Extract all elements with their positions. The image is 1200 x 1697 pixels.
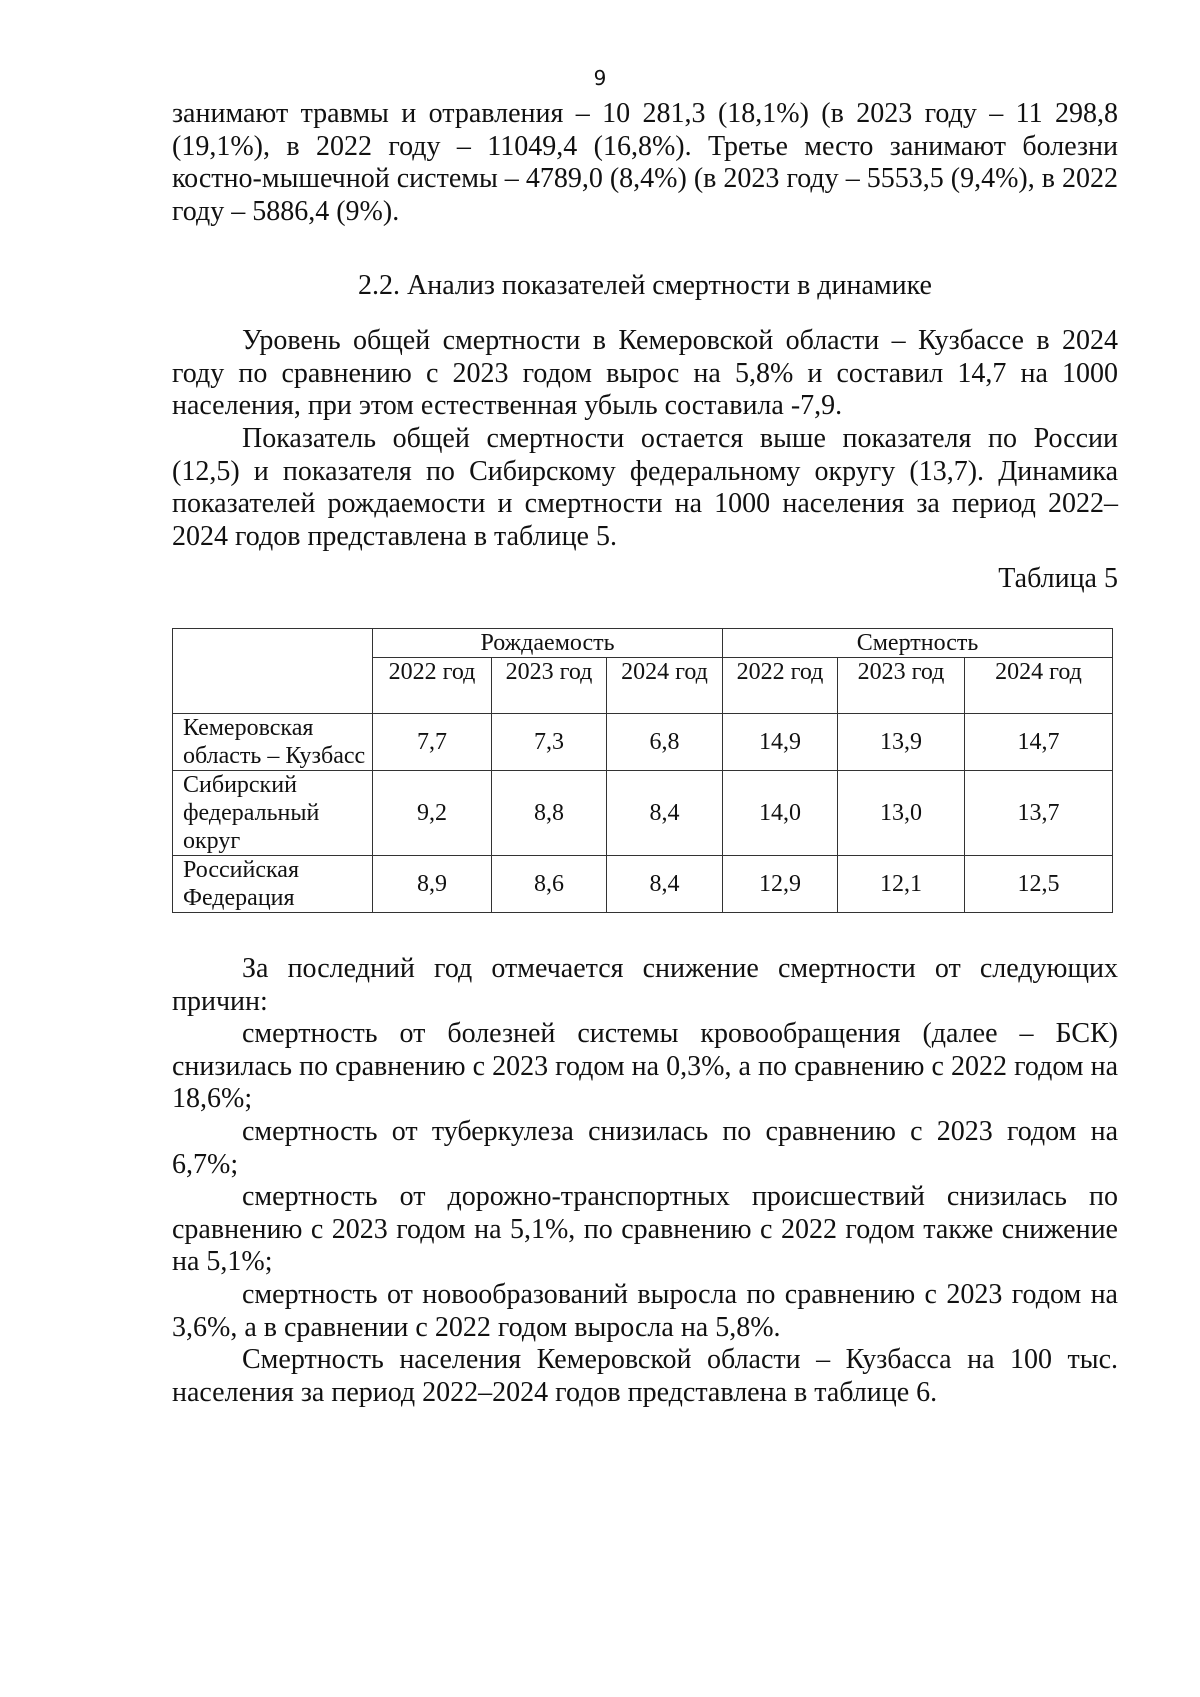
- table-cell: 6,8: [607, 714, 723, 771]
- table-cell: 8,9: [373, 856, 492, 913]
- table-group-header-row: [173, 629, 1113, 658]
- year-header: 2023 год: [492, 658, 607, 714]
- paragraph-bsk-mortality: смертность от болезней системы кровообращения (далее – БСК) снизилась по сравнению с 2023 годом на 0,3%, а по сравнению с 2022 годом на 18,6%;: [172, 1018, 1118, 1114]
- page-number: 9: [593, 66, 607, 90]
- table-cell: 14,9: [723, 714, 838, 771]
- table-row: [173, 771, 1113, 856]
- group-header-birth-rate: Рождаемость: [373, 629, 723, 658]
- table-cell: 13,0: [838, 771, 965, 856]
- section-heading: 2.2. Анализ показателей смертности в динамике: [358, 270, 932, 301]
- year-header: 2024 год: [965, 658, 1113, 714]
- table-cell: 13,9: [838, 714, 965, 771]
- table-cell: 8,8: [492, 771, 607, 856]
- year-header: 2022 год: [373, 658, 492, 714]
- table-cell: 14,0: [723, 771, 838, 856]
- year-header: 2024 год: [607, 658, 723, 714]
- table-cell: 13,7: [965, 771, 1113, 856]
- paragraph-table6-reference: Смертность населения Кемеровской области – Кузбасса на 100 тыс. населения за период 2022–2024 годов представлена в таблице 6.: [172, 1344, 1118, 1408]
- group-header-mortality: Смертность: [723, 629, 1113, 658]
- table-cell: 9,2: [373, 771, 492, 856]
- table-row: [173, 856, 1113, 913]
- table-cell: 12,9: [723, 856, 838, 913]
- table-corner-cell: [173, 629, 373, 714]
- table-cell: 12,1: [838, 856, 965, 913]
- paragraph-neoplasm-mortality: смертность от новообразований выросла по сравнению с 2023 годом на 3,6%, а в сравнении с 2022 годом выросла на 5,8%.: [172, 1279, 1118, 1343]
- year-header: 2022 год: [723, 658, 838, 714]
- table-cell: 8,6: [492, 856, 607, 913]
- table-cell: 8,4: [607, 856, 723, 913]
- table-cell: 7,3: [492, 714, 607, 771]
- birth-death-rate-table: [172, 628, 1113, 913]
- region-name: Кемеровская область – Кузбасс: [173, 714, 373, 771]
- intro-paragraph: занимают травмы и отравления – 10 281,3 (18,1%) (в 2023 году – 11 298,8 (19,1%), в 2022 году – 11049,4 (16,8%). Третье место занимают болезни костно-мышечной системы – 4789,0 (8,4%) (в 2023 году – 5553,5 (9,4%), в 2022 году – 5886,4 (9%).: [172, 98, 1118, 227]
- table-cell: 7,7: [373, 714, 492, 771]
- table-caption: Таблица 5: [998, 563, 1118, 594]
- table-cell: 14,7: [965, 714, 1113, 771]
- table-cell: 8,4: [607, 771, 723, 856]
- table-row: [173, 714, 1113, 771]
- year-header: 2023 год: [838, 658, 965, 714]
- table-cell: 12,5: [965, 856, 1113, 913]
- paragraph-mortality-level: Уровень общей смертности в Кемеровской области – Кузбассе в 2024 году по сравнению с 2023 годом вырос на 5,8% и составил 14,7 на 1000 населения, при этом естественная убыль составила -7,9.: [172, 325, 1118, 421]
- paragraph-decrease-intro: За последний год отмечается снижение смертности от следующих причин:: [172, 953, 1118, 1017]
- paragraph-mortality-comparison: Показатель общей смертности остается выше показателя по России (12,5) и показателя по Сибирскому федеральному округу (13,7). Динамика показателей рождаемости и смертности на 1000 населения за период 2022–2024 годов представлена в таблице 5.: [172, 423, 1118, 552]
- paragraph-tuberculosis-mortality: смертность от туберкулеза снизилась по сравнению с 2023 годом на 6,7%;: [172, 1116, 1118, 1180]
- region-name: Сибирский федеральный округ: [173, 771, 373, 856]
- paragraph-traffic-mortality: смертность от дорожно-транспортных происшествий снизилась по сравнению с 2023 годом на 5,1%, по сравнению с 2022 годом также снижение на 5,1%;: [172, 1181, 1118, 1277]
- region-name: Российская Федерация: [173, 856, 373, 913]
